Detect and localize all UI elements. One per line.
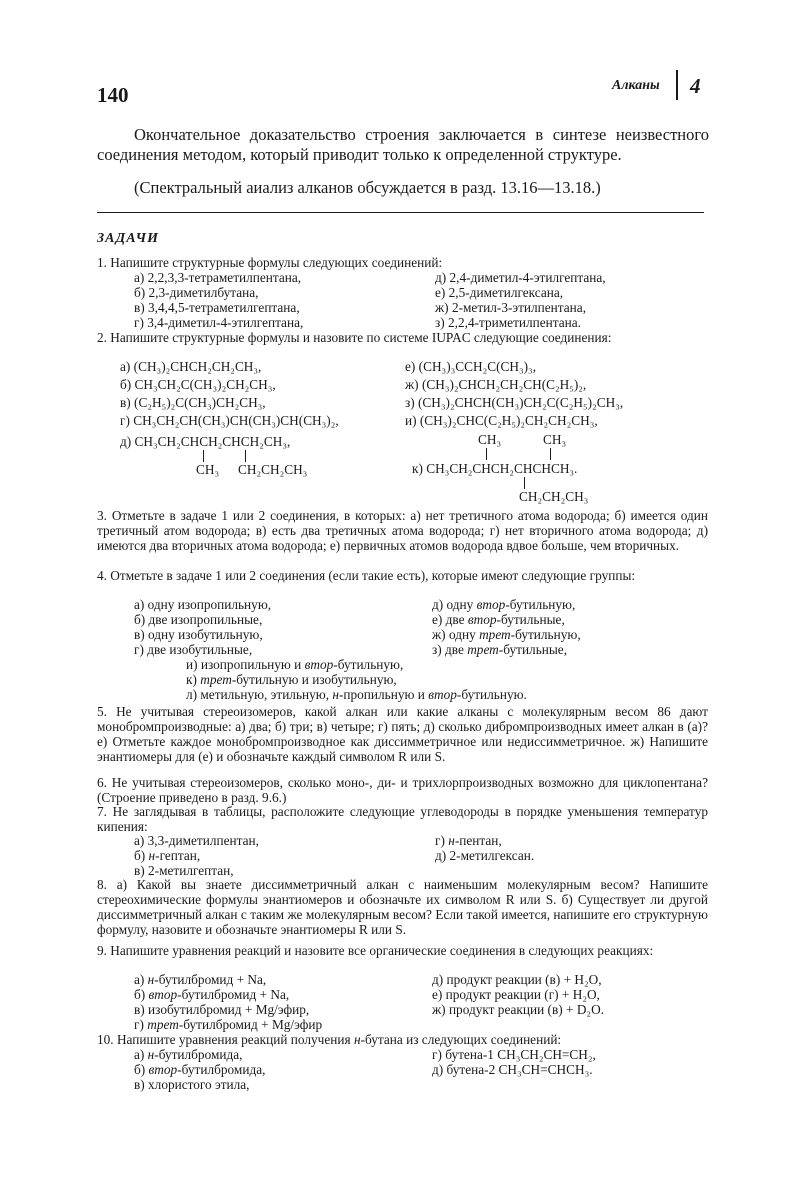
problem-4-text: 4. Отметьте в задаче 1 или 2 соединения (если такие есть), которые имеют следующие группы: <box>97 568 636 583</box>
section-divider <box>97 212 704 213</box>
problem-1-g: г) 3,4-диметил-4-этилгептана, <box>134 315 304 330</box>
problem-6-text: 6. Не учитывая стереоизомеров, сколько моно-, ди- и трихлорпроизводных возможно для циклопентана? (Строение приведено в разд. 9.6.) <box>97 775 708 805</box>
problem-1-text: 1. Напишите структурные формулы следующих соединений: <box>97 255 443 270</box>
problem-9-zh: ж) продукт реакции (в) + D₂O. <box>432 1002 604 1017</box>
problem-7-g: г) н-пентан, <box>435 833 502 848</box>
problem-2-a: а) (CH₃)₂CHCH₂CH₂CH₃, <box>120 359 262 374</box>
problem-2-i: и) (CH₃)₂CHC(C₂H₅)₂CH₂CH₂CH₃, <box>405 413 598 428</box>
problem-2-k-sub-1: CH₃ <box>478 432 502 447</box>
problem-9-text: 9. Напишите уравнения реакций и назовите все органические соединения в следующих реакциях: <box>97 943 654 958</box>
problem-4-b: б) две изопропильные, <box>134 612 263 627</box>
problem-10-d: д) бутена-2 CH₃CH=CHCH₃. <box>432 1062 593 1077</box>
problem-1-a: а) 2,2,3,3-тетраметилпентана, <box>134 270 302 285</box>
problem-7-text: 7. Не заглядывая в таблицы, расположите следующие углеводороды в порядке уменьшения температур кипения: <box>97 804 708 834</box>
problem-7-b: б) н-гептан, <box>134 848 201 863</box>
problem-2-zh: ж) (CH₃)₂CHCH₂CH₂CH(C₂H₅)₂, <box>405 377 587 392</box>
problem-2-d: д) CH₃CH₂CHCH₂CHCH₂CH₃, <box>120 434 291 449</box>
problem-9-b: б) втор-бутилбромид + Na, <box>134 987 290 1002</box>
problem-4-zh: ж) одну трет-бутильную, <box>432 627 581 642</box>
problem-9-e: е) продукт реакции (г) + H₂O, <box>432 987 600 1002</box>
problem-2-k-bond-3 <box>524 477 525 489</box>
problem-7-a: а) 3,3-диметилпентан, <box>134 833 259 848</box>
problem-2-g: г) CH₃CH₂CH(CH₃)CH(CH₃)CH(CH₃)₂, <box>120 413 339 428</box>
problem-1-zh: ж) 2-метил-3-этилпентана, <box>435 300 587 315</box>
problem-7-d: д) 2-метилгексан. <box>435 848 535 863</box>
problem-4-i: и) изопропильную и втор-бутильную, <box>186 657 404 672</box>
problem-2-k-bond-2 <box>550 448 551 460</box>
intro-note: (Спектральный аиализ алканов обсуждается в разд. 13.16—13.18.) <box>134 178 601 197</box>
problem-1-e: е) 2,5-диметилгексана, <box>435 285 564 300</box>
problem-2-e: е) (CH₃)₃CCH₂C(CH₃)₃, <box>405 359 537 374</box>
problem-4-l: л) метильную, этильную, н-пропильную и втор-бутильную. <box>186 687 527 702</box>
problem-7-v: в) 2-метилгептан, <box>134 863 234 878</box>
problem-2-k-bond-1 <box>486 448 487 460</box>
problem-2-d-sub-1: CH₃ <box>196 462 220 477</box>
problem-4-a: а) одну изопропильную, <box>134 597 272 612</box>
intro-paragraph: Окончательное доказательство строения заключается в синтезе неизвестного соединения методом, который приводит только к определенной структуре. <box>97 125 709 164</box>
problem-3-text: 3. Отметьте в задаче 1 или 2 соединения, в которых: а) нет третичного атома водорода; б) имеется один третичный атом водорода; в) есть два третичных атома водорода; г) нет вторичного атома водорода; д) имеются два вторичных атома водорода; е) первичных атомов водорода вдвое больше, чем вторичных. <box>97 508 708 553</box>
problem-4-e: е) две втор-бутильные, <box>432 612 565 627</box>
problem-1-z: з) 2,2,4-триметилпентана. <box>435 315 581 330</box>
problem-10-g: г) бутена-1 CH₃CH₂CH=CH₂, <box>432 1047 596 1062</box>
section-title: ЗАДАЧИ <box>97 231 160 246</box>
chapter-number: 4 <box>690 74 701 98</box>
problem-9-d: д) продукт реакции (в) + H₂O, <box>432 972 602 987</box>
problem-4-g: г) две изобутильные, <box>134 642 253 657</box>
problem-10-text: 10. Напишите уравнения реакций получения н-бутана из следующих соединений: <box>97 1032 562 1047</box>
problem-8-text: 8. а) Какой вы знаете диссимметричный алкан с наименьшим молекулярным весом? Напишите стереохимические формулы энантиомеров и обозначьте их символом R или S. б) Существует ли другой диссимметричный алкан с таким же молекулярным весом? Если такой имеется, напишите его структурную формулу, назовите и обозначьте энантиомеры R или S. <box>97 877 708 937</box>
problem-4-z: з) две трет-бутильные, <box>432 642 568 657</box>
problem-2-d-sub-2: CH₂CH₂CH₃ <box>238 462 308 477</box>
problem-4-v: в) одну изобутильную, <box>134 627 263 642</box>
problem-2-d-bond-2 <box>245 450 246 462</box>
header-separator <box>676 70 678 100</box>
running-title: Алканы <box>612 78 660 93</box>
problem-1-b: б) 2,3-диметилбутана, <box>134 285 259 300</box>
problem-1-d: д) 2,4-диметил-4-этилгептана, <box>435 270 606 285</box>
problem-9-g: г) трет-бутилбромид + Mg/эфир <box>134 1017 323 1032</box>
problem-4-d: д) одну втор-бутильную, <box>432 597 576 612</box>
page-number: 140 <box>97 83 129 107</box>
problem-9-a: а) н-бутилбромид + Na, <box>134 972 267 987</box>
problem-2-k: к) CH₃CH₂CHCH₂CHCHCH₃. <box>412 461 578 476</box>
problem-9-v: в) изобутилбромид + Mg/эфир, <box>134 1002 310 1017</box>
problem-10-b: б) втор-бутилбромида, <box>134 1062 266 1077</box>
problem-10-v: в) хлористого этила, <box>134 1077 250 1092</box>
problem-2-k-sub-2: CH₃ <box>543 432 567 447</box>
problem-5-text: 5. Не учитывая стереоизомеров, какой алкан или какие алканы с молекулярным весом 86 дают монобромпроизводные: а) два; б) три; в) четыре; г) пять; д) сколько дибромпроизводных имеет алкан в (а)? е) Отметьте каждое монобромпроизводное как диссимметричное или недиссимметричное. ж) Напишите энантиомеры для (е) и обозначьте каждый символом R или S. <box>97 704 708 764</box>
problem-2-d-bond-1 <box>203 450 204 462</box>
problem-1-v: в) 3,4,4,5-тетраметилгептана, <box>134 300 300 315</box>
problem-2-k-sub-3: CH₂CH₂CH₃ <box>519 489 589 504</box>
problem-10-a: а) н-бутилбромида, <box>134 1047 243 1062</box>
problem-2-v: в) (C₂H₅)₂C(CH₃)CH₂CH₃, <box>120 395 266 410</box>
problem-4-k: к) трет-бутильную и изобутильную, <box>186 672 397 687</box>
problem-2-text: 2. Напишите структурные формулы и назовите по системе IUPAC следующие соединения: <box>97 330 612 345</box>
problem-2-b: б) CH₃CH₂C(CH₃)₂CH₂CH₃, <box>120 377 276 392</box>
problem-2-z: з) (CH₃)₂CHCH(CH₃)CH₂C(C₂H₅)₂CH₃, <box>405 395 624 410</box>
